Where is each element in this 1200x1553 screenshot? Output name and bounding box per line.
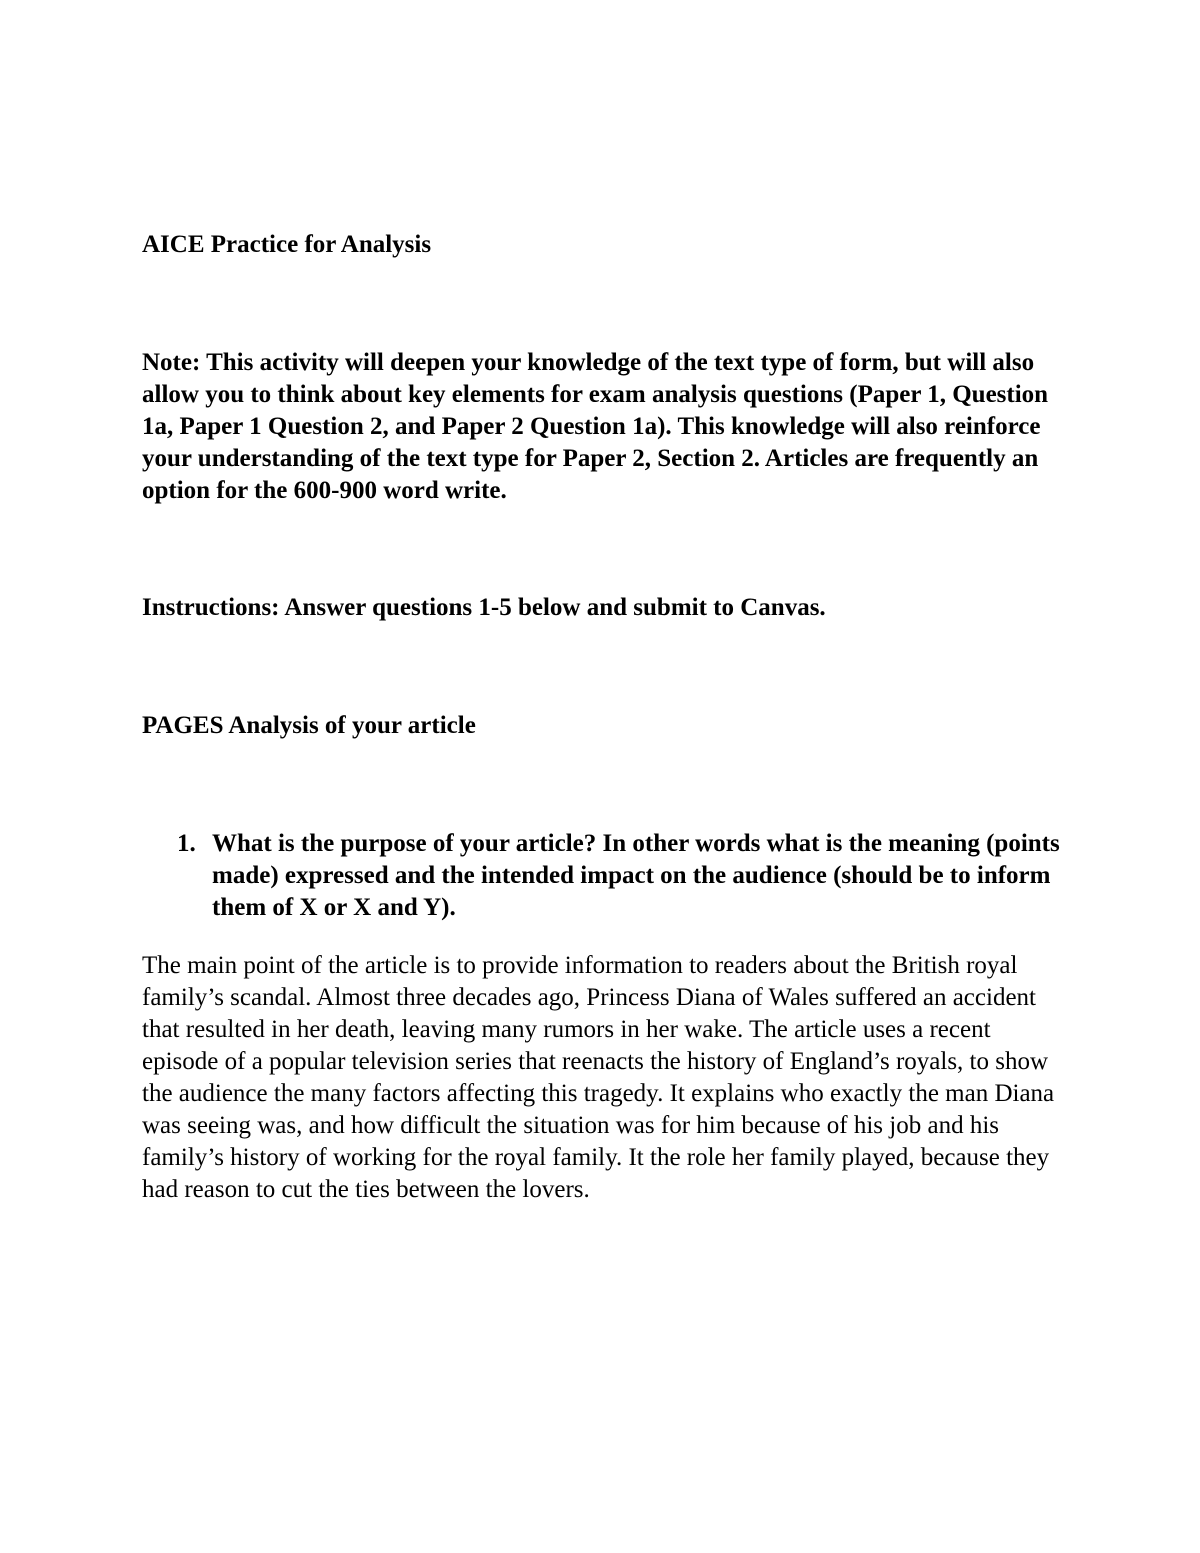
note-paragraph: Note: This activity will deepen your knowledge of the text type of form, but will also allow you to think about key elements for exam analysis questions (Paper 1, Question 1a, Paper 1 Question 2, and Paper 2 Question 1a). This knowledge will also reinforce your understanding of the text type for Paper 2, Section 2. Articles are frequently an option for the 600-900 word write. [142,349,1049,504]
document-title: AICE Practice for Analysis [142,231,432,258]
answer-paragraph: The main point of the article is to provide information to readers about the British royal family’s scandal. Almost three decades ago, Princess Diana of Wales suffered an accident that resulted in her death, leaving many rumors in her wake. The article uses a recent episode of a popular television series that reenacts the history of England’s royals, to show the audience the many factors affecting this tragedy. It explains who exactly the man Diana was seeing was, and how difficult the situation was for him because of his job and his family’s history of working for the royal family. It the role her family played, because they had reason to cut the ties between the lovers. [142,952,1055,1203]
question-number: 1. [177,830,196,857]
question-text: What is the purpose of your article? In other words what is the meaning (points made) expressed and the intended impact on the audience (should be to inform them of X or X and Y). [212,830,1060,921]
instructions-paragraph: Instructions: Answer questions 1-5 below and submit to Canvas. [142,594,826,621]
question-list [142,828,1072,924]
question-item [142,828,1072,924]
section-heading: PAGES Analysis of your article [142,712,476,739]
